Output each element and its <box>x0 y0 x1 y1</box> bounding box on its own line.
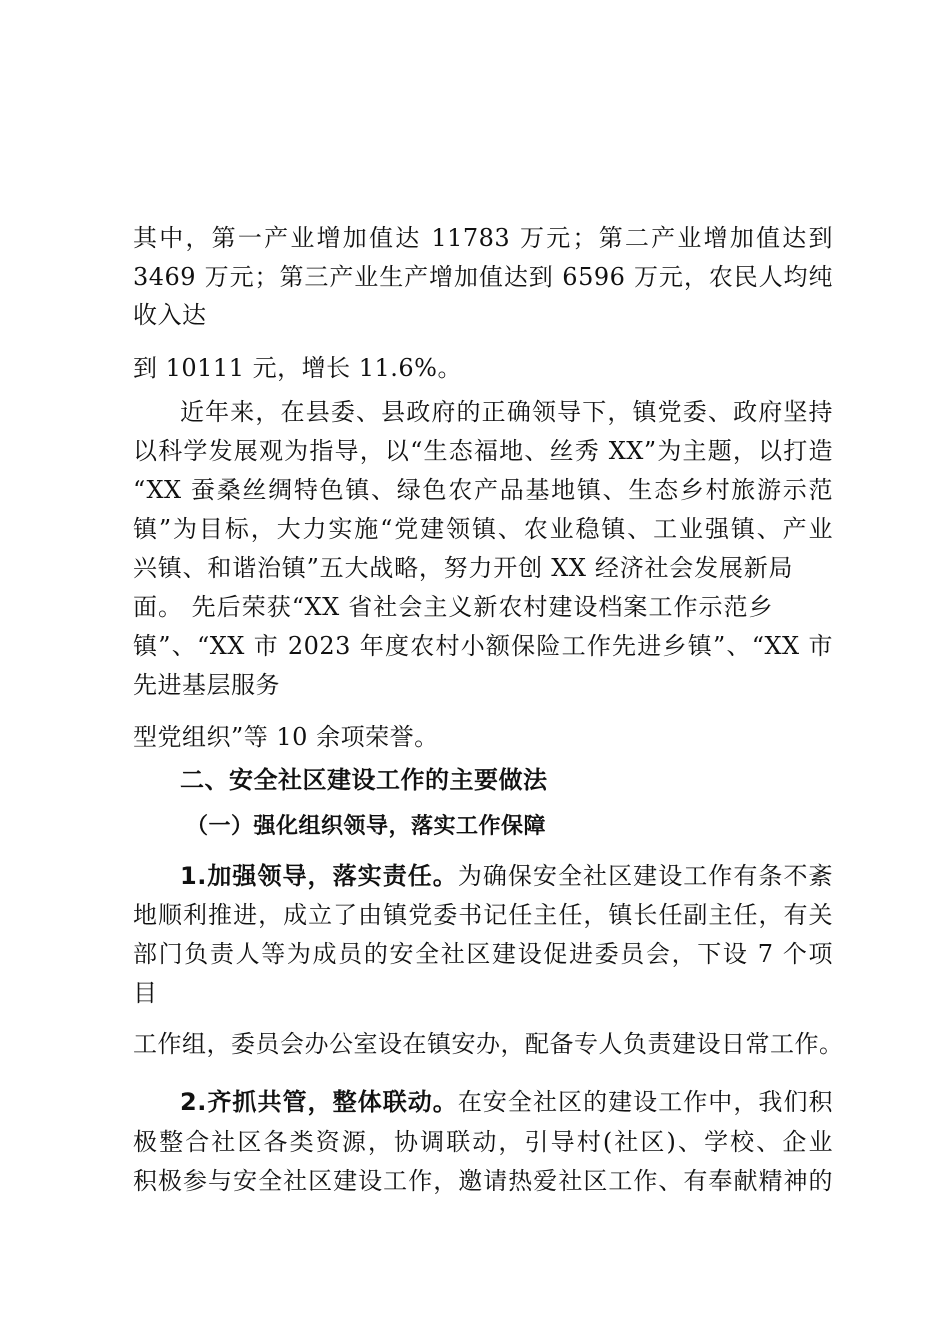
item-lead: 2.齐抓共管，整体联动。 <box>180 1088 458 1116</box>
item-text: 在安全社区的建设工作中，我们积 <box>457 1088 833 1116</box>
item-first-line <box>180 861 833 891</box>
item-first-line <box>180 1087 833 1117</box>
text-line: 工作组，委员会办公室设在镇安办，配备专人负责建设日常工作。 <box>133 1030 844 1058</box>
text-line: 先进基层服务 <box>133 671 280 699</box>
text-line: 部门负责人等为成员的安全社区建设促进委员会，下设 7 个项 <box>133 940 833 968</box>
item-text: 为确保安全社区建设工作有条不紊 <box>457 862 833 890</box>
text-line: 积极参与安全社区建设工作，邀请热爱社区工作、有奉献精神的 <box>133 1167 833 1195</box>
text-line: 以科学发展观为指导，以“生态福地、丝秀 XX”为主题，以打造 <box>133 437 833 465</box>
text-line: 3469 万元；第三产业生产增加值达到 6596 万元，农民人均纯 <box>133 263 833 291</box>
text-line: 近年来，在县委、县政府的正确领导下，镇党委、政府坚持 <box>180 398 833 426</box>
text-line: 镇”为目标，大力实施“党建领镇、农业稳镇、工业强镇、产业 <box>133 515 833 543</box>
text-line: 镇”、“XX 市 2023 年度农村小额保险工作先进乡镇”、“XX 市 <box>133 632 833 660</box>
text-line: 其中，第一产业增加值达 11783 万元；第二产业增加值达到 <box>133 224 833 252</box>
text-line: 目 <box>133 979 158 1007</box>
text-line: 型党组织”等 10 余项荣誉。 <box>133 723 439 751</box>
item-lead: 1.加强领导，落实责任。 <box>180 862 458 890</box>
text-line: 到 10111 元，增长 11.6%。 <box>133 354 462 382</box>
section-heading: 二、安全社区建设工作的主要做法 <box>180 766 548 794</box>
text-line: 面。 先后荣获“XX 省社会主义新农村建设档案工作示范乡 <box>133 593 773 621</box>
text-line: “XX 蚕桑丝绸特色镇、绿色农产品基地镇、生态乡村旅游示范 <box>133 476 833 504</box>
subsection-heading: （一）强化组织领导，落实工作保障 <box>186 814 547 839</box>
text-line: 兴镇、和谐治镇”五大战略，努力开创 XX 经济社会发展新局 <box>133 554 793 582</box>
text-line: 地顺利推进，成立了由镇党委书记任主任，镇长任副主任，有关 <box>133 901 833 929</box>
text-line: 极整合社区各类资源，协调联动，引导村(社区)、学校、企业 <box>133 1128 833 1156</box>
text-line: 收入达 <box>133 301 207 329</box>
